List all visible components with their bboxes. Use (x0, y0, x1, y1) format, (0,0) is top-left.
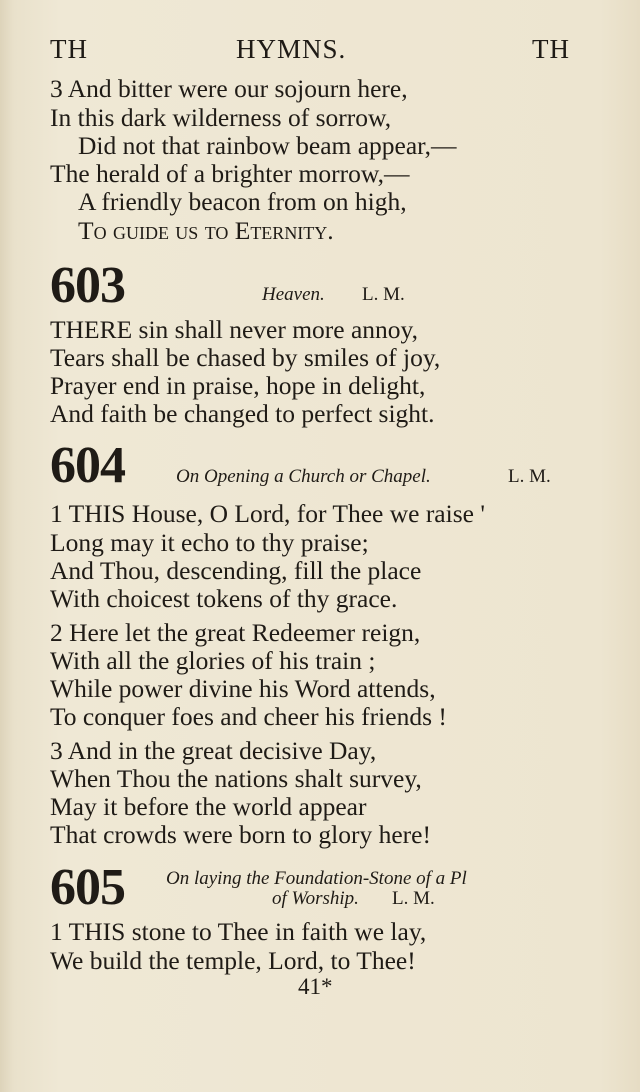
verse-line: To conquer foes and cheer his friends ! (50, 702, 447, 731)
hymn-number: 605 (50, 859, 125, 916)
hymn-number: 604 (50, 437, 125, 494)
header-right: TH (532, 34, 570, 64)
verse-line: Did not that rainbow beam appear,— (78, 131, 457, 160)
verse-line: When Thou the nations shalt survey, (50, 764, 422, 793)
verse-line: THERE sin shall never more annoy, (50, 315, 419, 344)
verse-line: The herald of a brighter morrow,— (50, 159, 410, 188)
verse-line: 3 And in the great decisive Day, (50, 736, 377, 765)
hymn-number: 603 (50, 257, 125, 314)
running-header (0, 34, 640, 66)
verse-line: 3 And bitter were our sojourn here, (50, 74, 408, 103)
verse-line: Long may it echo to thy praise; (50, 528, 369, 557)
verse-line: While power divine his Word attends, (50, 674, 436, 703)
hymn-title: Heaven. (262, 284, 325, 305)
hymn-meter: L. M. (508, 466, 551, 487)
verse-line: A friendly beacon from on high, (78, 187, 407, 216)
hymn-title: On laying the Foundation-Stone of a Pl (166, 868, 467, 889)
hymn-meter: L. M. (392, 888, 435, 909)
verse-line: And Thou, descending, fill the place (50, 556, 422, 585)
verse-line: And faith be changed to perfect sight. (50, 399, 435, 428)
header-left: TH (50, 34, 88, 64)
verse-line: To guide us to Eternity. (78, 216, 334, 245)
verse-line: 1 THIS stone to Thee in faith we lay, (50, 917, 427, 946)
verse-line: That crowds were born to glory here! (50, 820, 431, 849)
verse-line: 2 Here let the great Redeemer reign, (50, 618, 421, 647)
verse-line: With all the glories of his train ; (50, 646, 376, 675)
verse-line: 1 THIS House, O Lord, for Thee we raise ' (50, 499, 485, 528)
verse-line: May it before the world appear (50, 792, 367, 821)
header-title: HYMNS. (236, 34, 347, 64)
hymn-title: On Opening a Church or Chapel. (176, 466, 431, 487)
signature-mark: 41* (298, 974, 333, 999)
hymn-title-continued: of Worship. (272, 888, 359, 909)
verse-line: We build the temple, Lord, to Thee! (50, 946, 416, 975)
verse-line: In this dark wilderness of sorrow, (50, 103, 392, 132)
verse-line: Prayer end in praise, hope in delight, (50, 371, 426, 400)
hymn-meter: L. M. (362, 284, 405, 305)
verse-line: Tears shall be chased by smiles of joy, (50, 343, 441, 372)
verse-line: With choicest tokens of thy grace. (50, 584, 398, 613)
